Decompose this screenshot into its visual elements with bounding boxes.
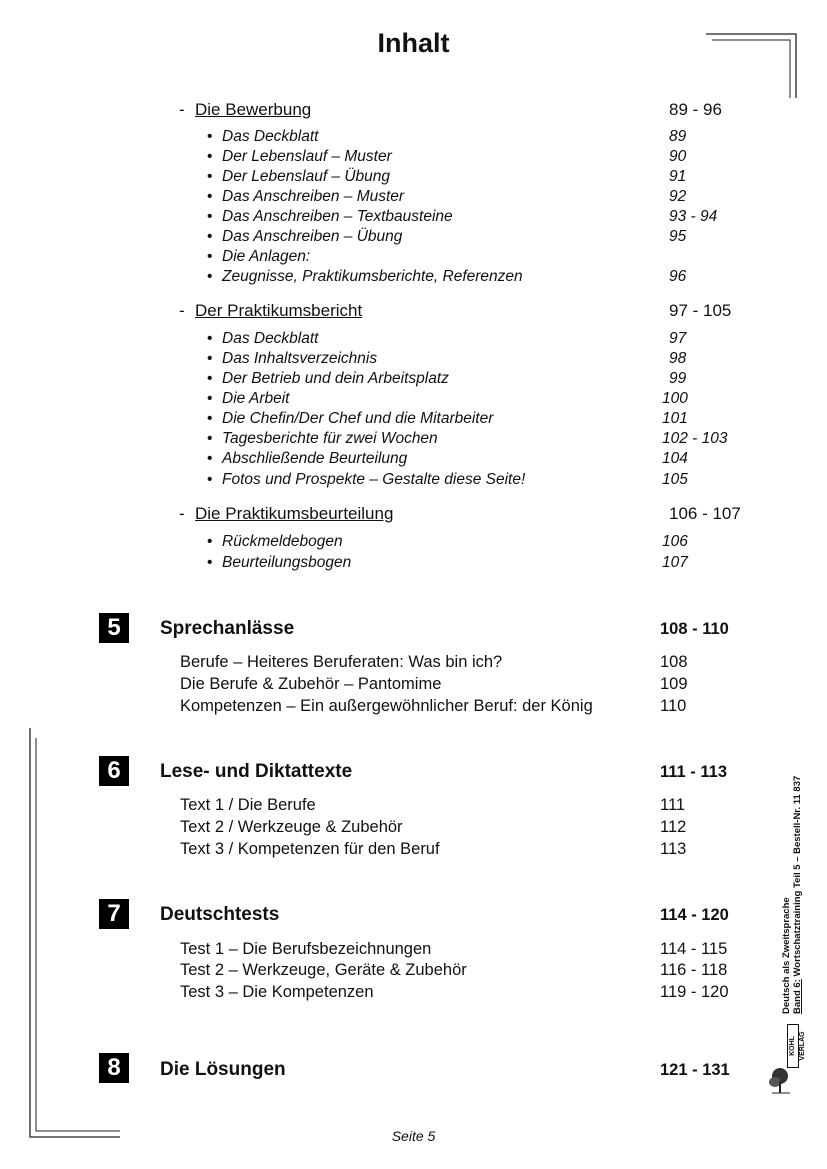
section-pages: 97 - 105: [669, 301, 732, 320]
bullet-icon: •: [207, 471, 213, 488]
toc-chapter-7: [0, 899, 827, 931]
chapter-title: Deutschtests: [160, 904, 280, 925]
toc-section-bewerbung: [0, 100, 827, 122]
section-title: Die Praktikumsbeurteilung: [195, 504, 394, 523]
bullet-icon: •: [207, 128, 213, 145]
tree-logo-icon: [768, 1066, 792, 1096]
side-text-line2: Band 6: Wortschatztraining Teil 5 – Bestell-Nr. 11 837: [792, 775, 803, 1014]
chapter-pages: 108 - 110: [660, 620, 729, 638]
section-title: Der Praktikumsbericht: [195, 301, 363, 320]
bullet-icon: •: [207, 370, 213, 387]
chapter-pages: 114 - 120: [660, 906, 729, 924]
chapter-title: Sprechanlässe: [160, 618, 295, 639]
section-dash: -: [179, 301, 185, 320]
chapter-pages: 111 - 113: [660, 763, 727, 781]
bullet-icon: •: [207, 430, 213, 447]
section-pages: 106 - 107: [669, 504, 741, 523]
side-text-line1: Deutsch als Zweitsprache: [781, 897, 792, 1014]
bullet-icon: •: [207, 390, 213, 407]
bullet-icon: •: [207, 268, 213, 285]
chapter-number-badge: 7: [99, 899, 129, 929]
bullet-icon: •: [207, 350, 213, 367]
toc-section-praktikumsbeurteilung: [0, 504, 827, 526]
chapter-title: Lese- und Diktattexte: [160, 761, 353, 782]
toc-section-praktikumsbericht: [0, 301, 827, 323]
section-dash: -: [179, 100, 185, 119]
chapter-pages: 121 - 131: [660, 1061, 730, 1079]
toc-chapter-5: [0, 613, 827, 645]
section-title: Die Bewerbung: [195, 100, 312, 119]
side-publisher-text: [781, 724, 803, 1014]
bullet-icon: •: [207, 554, 213, 571]
bullet-icon: •: [207, 148, 213, 165]
toc-chapter-8: [0, 1053, 827, 1085]
bullet-icon: •: [207, 410, 213, 427]
publisher-logo: KOHL VERLAG: [787, 1024, 799, 1068]
bullet-icon: •: [207, 330, 213, 347]
chapter-number-badge: 5: [99, 613, 129, 643]
chapter-number-badge: 6: [99, 756, 129, 786]
chapter-number-badge: 8: [99, 1053, 129, 1083]
page-footer: Seite 5: [391, 1128, 436, 1144]
bullet-icon: •: [207, 248, 213, 265]
bullet-icon: •: [207, 533, 213, 550]
bullet-icon: •: [207, 168, 213, 185]
bullet-icon: •: [207, 208, 213, 225]
page-title: Inhalt: [377, 28, 450, 58]
chapter-title: Die Lösungen: [160, 1059, 286, 1080]
section-pages: 89 - 96: [669, 100, 722, 119]
bullet-icon: •: [207, 228, 213, 245]
section-dash: -: [179, 504, 185, 523]
bullet-icon: •: [207, 450, 213, 467]
toc-chapter-6: [0, 756, 827, 788]
bullet-icon: •: [207, 188, 213, 205]
